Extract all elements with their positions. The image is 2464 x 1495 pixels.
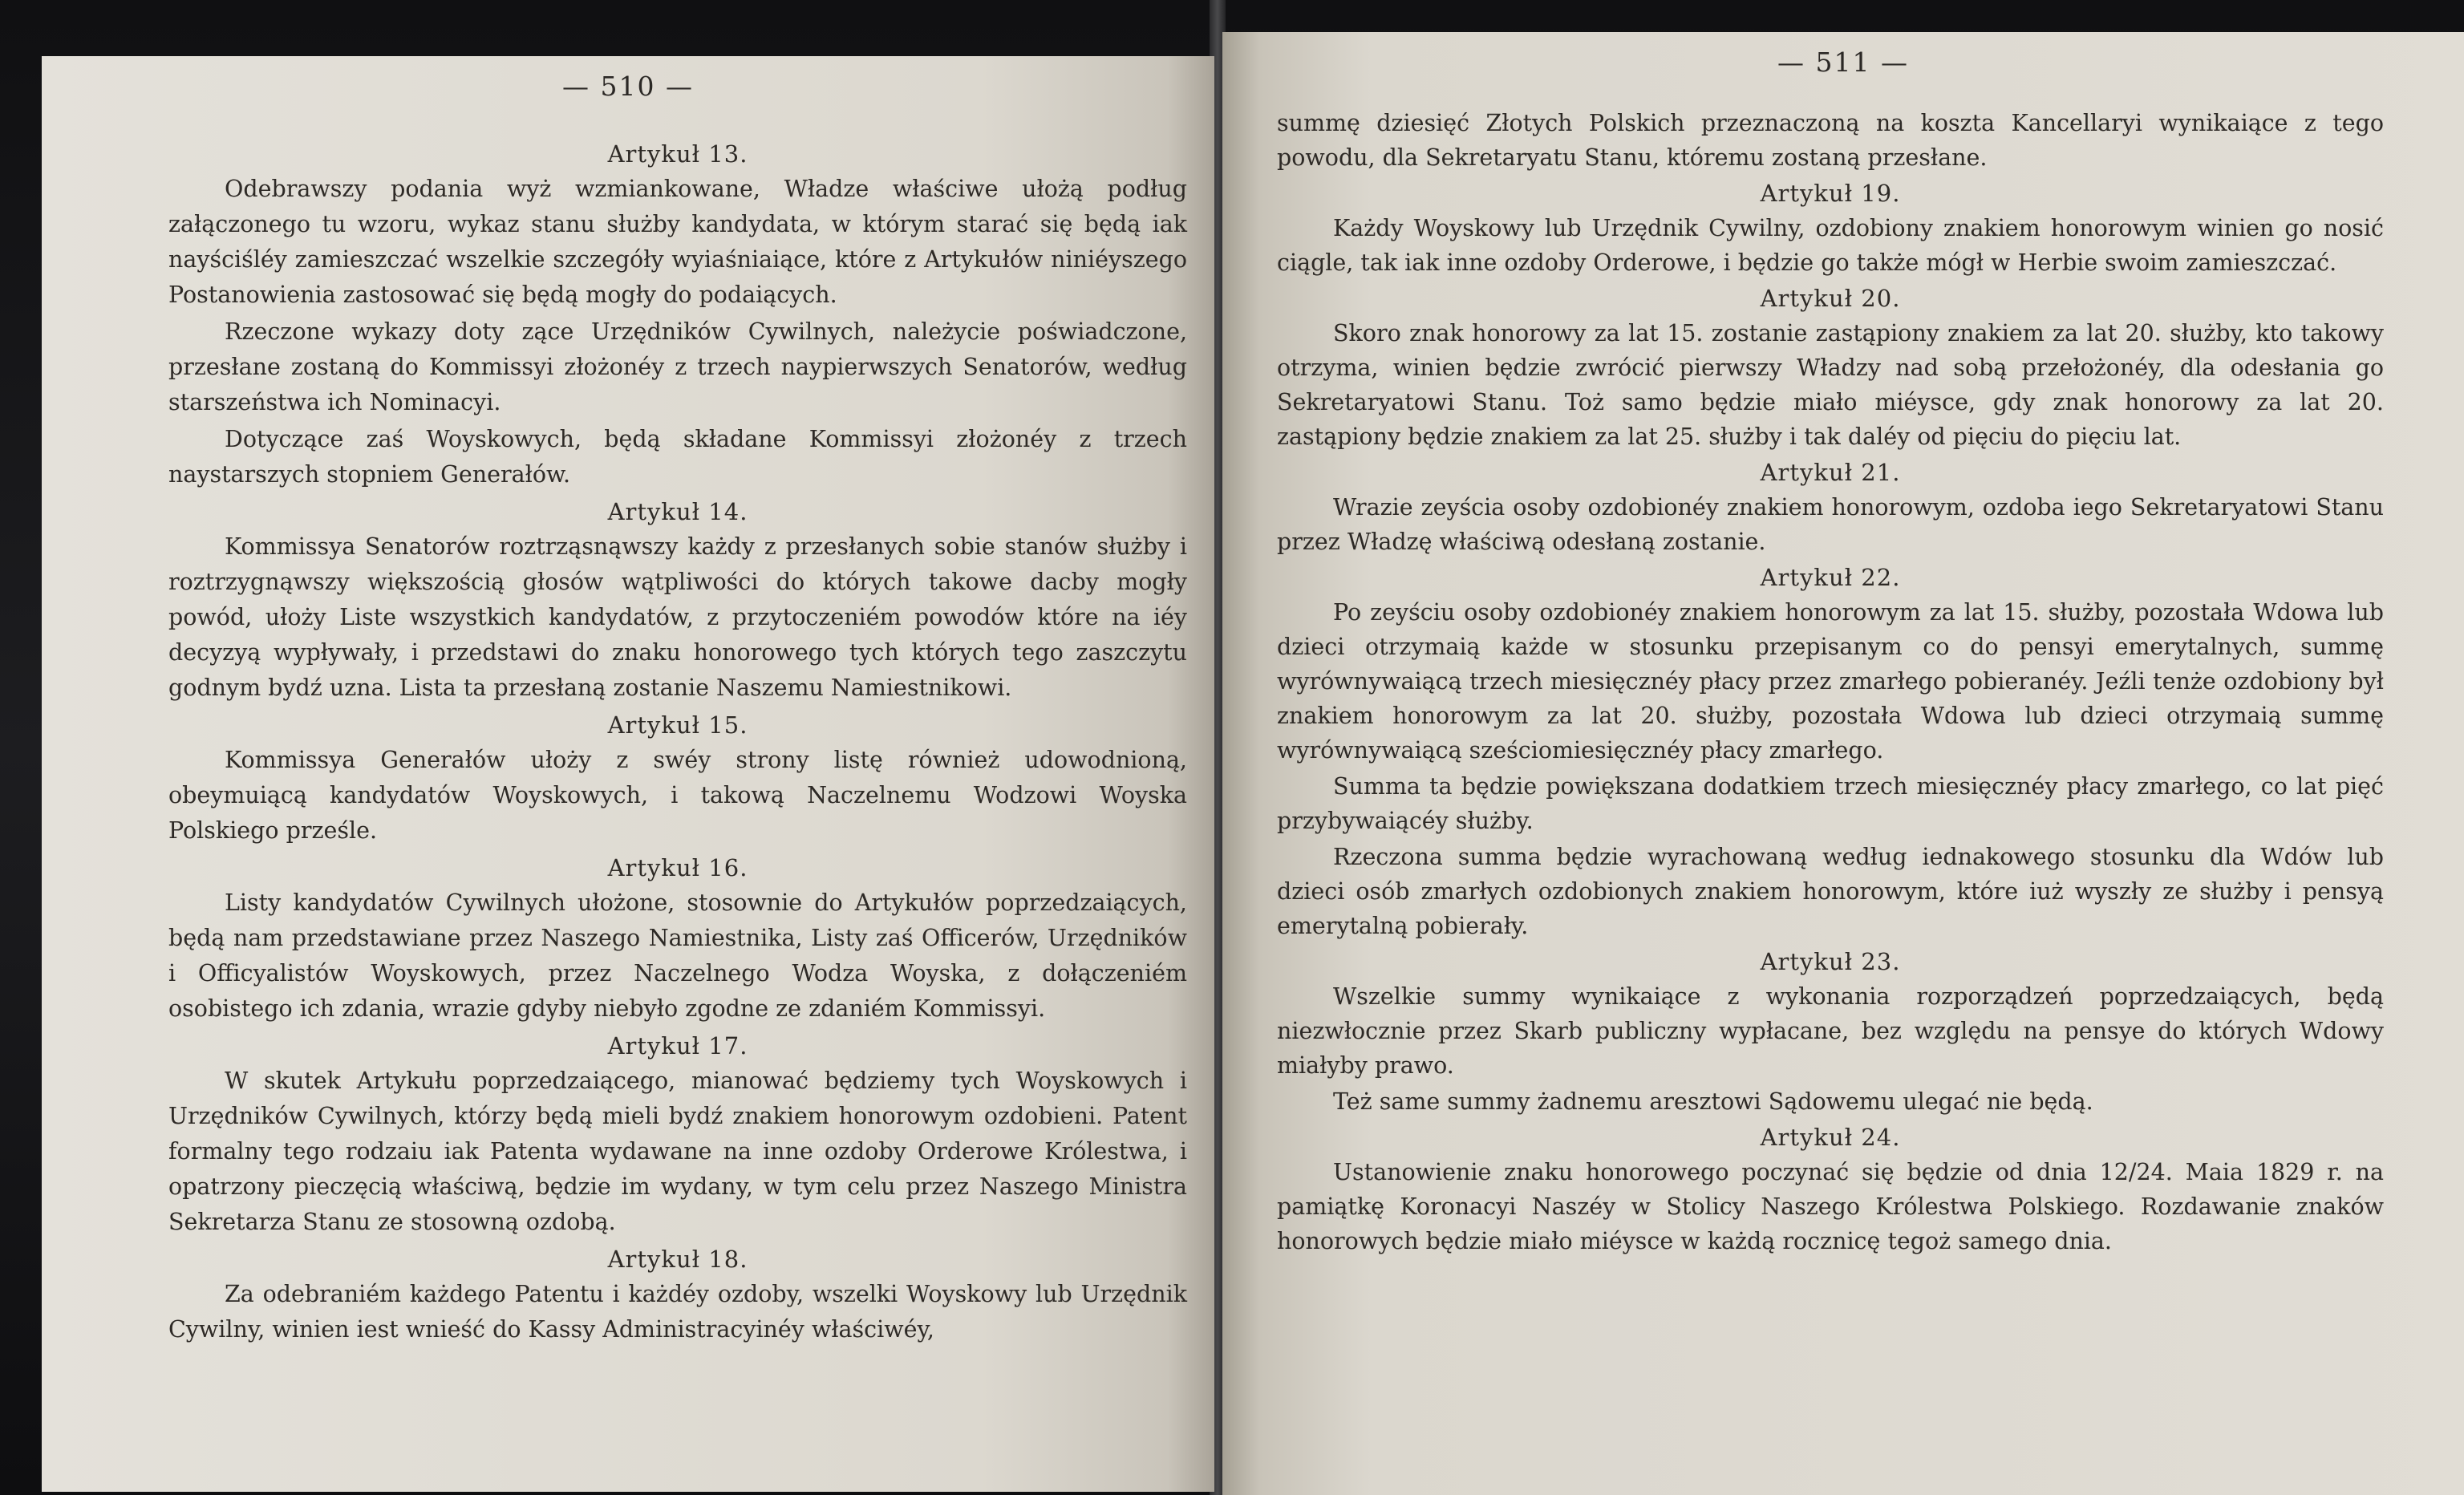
article-paragraph: Skoro znak honorowy za lat 15. zostanie zastąpiony znakiem za lat 20. służby, kto takowy otrzyma, winien będzie zwrócić pierwszy Władzy nad sobą przełożonéy, dla odesłania go Sekretaryatowi Stanu. Toż samo będzie miało miéysce, gdy znak honorowy za lat 20. zastąpiony będzie znakiem za lat 25. służby i tak daléy od pięciu do pięciu lat. (1277, 320, 2384, 450)
page-number-right: — 511 — (1777, 47, 1909, 78)
article-heading: Artykuł 15. (607, 711, 748, 739)
article-heading: Artykuł 19. (1760, 180, 1901, 207)
article-paragraph: Za odebraniém każdego Patentu i każdéy ozdoby, wszelki Woyskowy lub Urzędnik Cywilny, winien iest wnieść do Kassy Administracyinéy właściwéy, (168, 1281, 1187, 1343)
article-paragraph: Po zeyściu osoby ozdobionéy znakiem honorowym za lat 15. służby, pozostała Wdowa lub dzieci otrzymaią każde w stosunku przepisanym co do pensyi emerytalnych, summę wyrównywaiącą trzech miesięcznéy płacy przez zmarłego pobieranéy. Jeźli tenże ozdobiony był znakiem honorowym za lat 20. służby, pozostała Wdowa lub dzieci otrzymaią summę wyrównywaiącą sześciomiesięcznéy płacy zmarłego. (1277, 599, 2384, 764)
article-heading: Artykuł 16. (607, 854, 748, 881)
article-paragraph: summę dziesięć Złotych Polskich przeznaczoną na koszta Kancellaryi wynikaiące z tego powodu, dla Sekretaryatu Stanu, któremu zostaną przesłane. (1277, 110, 2384, 171)
article-paragraph: Każdy Woyskowy lub Urzędnik Cywilny, ozdobiony znakiem honorowym winien go nosić ciągle, tak iak inne ozdoby Orderowe, i będzie go także mógł w Herbie swoim zamieszczać. (1277, 215, 2384, 276)
left-page-text (168, 136, 1187, 1349)
article-heading: Artykuł 22. (1760, 564, 1901, 591)
article-paragraph: Kommissya Generałów ułoży z swéy strony listę również udowodnioną, obeymuiącą kandydatów Woyskowych, i takową Naczelnemu Wodzowi Woyska Polskiego prześle. (168, 747, 1187, 844)
right-page (1222, 32, 2464, 1495)
article-paragraph: Odebrawszy podania wyż wzmiankowane, Władze właściwe ułożą podług załączonego tu wzoru, wykaz stanu służby kandydata, w którym starać się będą iak nayściśléy zamieszczać wszelkie szczegóły wyiaśniaiące, które z Artykułów niniéyszego Postanowienia zastosować się będą mogły do podaiących. (168, 176, 1187, 308)
article-paragraph: Wrazie zeyścia osoby ozdobionéy znakiem honorowym, ozdoba iego Sekretaryatowi Stanu przez Władzę właściwą odesłaną zostanie. (1277, 494, 2384, 555)
right-page-text (1277, 106, 2384, 1260)
article-heading: Artykuł 24. (1760, 1124, 1901, 1151)
article-paragraph: Summa ta będzie powiększana dodatkiem trzech miesięcznéy płacy zmarłego, co lat pięć przybywaiącéy służby. (1277, 773, 2384, 834)
article-paragraph: W skutek Artykułu poprzedzaiącego, mianować będziemy tych Woyskowych i Urzędników Cywilnych, którzy będą mieli bydź znakiem honorowym ozdobieni. Patent formalny tego rodzaiu iak Patenta wydawane na inne ozdoby Orderowe Królestwa, i opatrzony pieczęcią właściwą, będzie im wydany, w tym celu przez Naszego Ministra Sekretarza Stanu ze stosowną ozdobą. (168, 1068, 1187, 1235)
article-paragraph: Kommissya Senatorów roztrząsnąwszy każdy z przesłanych sobie stanów służby i roztrzygnąwszy większością głosów wątpliwości do których takowe dacby mogły powód, ułoży Liste wszystkich kandydatów, z przytoczeniém powodów które na iéy decyzyą wypływały, i przedstawi do znaku honorowego tych których tego zaszczytu godnym bydź uzna. Lista ta przesłaną zostanie Naszemu Namiestnikowi. (168, 533, 1187, 701)
left-page (42, 56, 1214, 1492)
article-paragraph: Wszelkie summy wynikaiące z wykonania rozporządzeń poprzedzaiących, będą niezwłocznie przez Skarb publiczny wypłacane, bez względu na pensye do których Wdowy miałyby prawo. (1277, 983, 2384, 1079)
article-paragraph: Ustanowienie znaku honorowego poczynać się będzie od dnia 12/24. Maia 1829 r. na pamiątkę Koronacyi Naszéy w Stolicy Naszego Królestwa Polskiego. Rozdawanie znaków honorowych będzie miało miéysce w każdą rocznicę tegoż samego dnia. (1277, 1159, 2384, 1254)
article-heading: Artykuł 21. (1760, 459, 1901, 486)
article-paragraph: Rzeczone wykazy doty zące Urzędników Cywilnych, należycie poświadczone, przesłane zostaną do Kommissyi złożonéy z trzech naypierwszych Senatorów, według starszeństwa ich Nominacyi. (168, 318, 1187, 415)
article-heading: Artykuł 18. (607, 1246, 748, 1273)
article-heading: Artykuł 23. (1760, 948, 1901, 975)
article-heading: Artykuł 20. (1760, 285, 1901, 312)
article-paragraph: Rzeczona summa będzie wyrachowaną według iednakowego stosunku dla Wdów lub dzieci osób zmarłych ozdobionych znakiem honorowym, które iuż wyszły ze służby i pensyą emerytalną pobierały. (1277, 844, 2384, 939)
article-paragraph: Też same summy żadnemu aresztowi Sądowemu ulegać nie będą. (1333, 1088, 2093, 1115)
article-heading: Artykuł 13. (607, 140, 748, 168)
article-paragraph: Dotyczące zaś Woyskowych, będą składane Kommissyi złożonéy z trzech naystarszych stopniem Generałów. (168, 426, 1187, 488)
article-heading: Artykuł 14. (607, 498, 748, 525)
article-heading: Artykuł 17. (607, 1032, 748, 1059)
page-number-left: — 510 — (562, 71, 694, 102)
article-paragraph: Listy kandydatów Cywilnych ułożone, stosownie do Artykułów poprzedzaiących, będą nam przedstawiane przez Naszego Namiestnika, Listy zaś Officerów, Urzędników i Officyalistów Woyskowych, przez Naczelnego Wodza Woyska, z dołączeniém osobistego ich zdania, wrazie gdyby niebyło zgodne ze zdaniém Kommissyi. (168, 889, 1187, 1022)
